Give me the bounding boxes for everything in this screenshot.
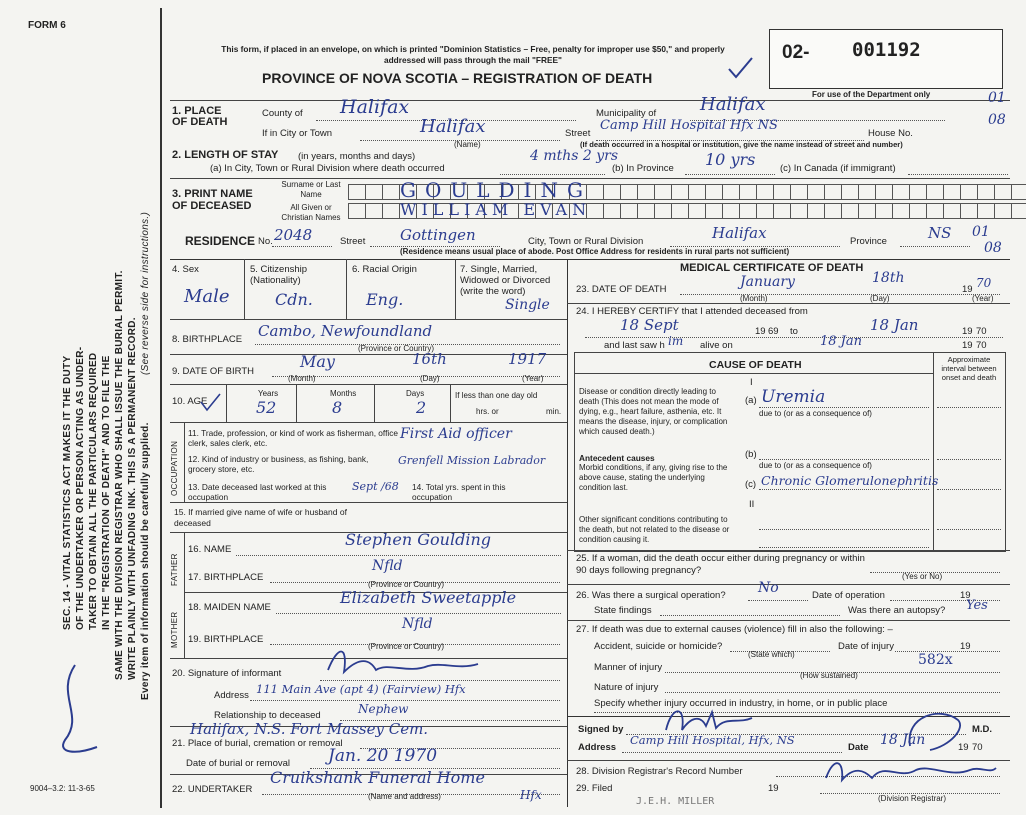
other-line-2 <box>759 547 929 548</box>
sex-value: Male <box>184 286 230 307</box>
relationship-value: Nephew <box>358 702 409 716</box>
racial-label: 6. Racial Origin <box>352 264 417 275</box>
cause-a-value: Uremia <box>761 387 826 407</box>
res-province-value: NS <box>928 224 952 242</box>
signed-by-label: Signed by <box>578 724 624 735</box>
code-4: 08 <box>984 240 1002 256</box>
stamp-text: J.E.H. MILLER <box>636 796 715 807</box>
op-year-prefix: 19 <box>960 590 971 601</box>
surgical-line <box>748 600 808 601</box>
rule <box>170 259 1010 260</box>
racial-value: Eng. <box>366 290 404 309</box>
city-value: Halifax <box>420 116 486 137</box>
certify-from-value: 18 Sept <box>620 316 679 334</box>
res-no-line <box>272 246 332 247</box>
autopsy-label: Was there an autopsy? <box>848 605 946 616</box>
street-value: Camp Hill Hospital Hfx NS <box>600 118 778 133</box>
date-death-label: 23. DATE OF DEATH <box>576 284 667 295</box>
cause-a-line <box>759 407 929 408</box>
other-line-1 <box>759 529 929 530</box>
cause-b-line <box>759 459 929 460</box>
rule <box>455 259 456 319</box>
header-note: This form, if placed in an envelope, on which is printed "Dominion Statistics – Free, penalty for improper use $50," and properly addressed will pass through the mail "FREE" <box>221 44 725 65</box>
rule <box>184 422 185 502</box>
father-bp-value: Nfld <box>372 558 403 574</box>
code-1: 01 <box>988 90 1006 106</box>
reg-prefix: 02- <box>782 42 810 63</box>
alive-year: 70 <box>976 340 987 351</box>
res-no-label: No. <box>258 236 273 247</box>
sidebar-line-3: TAKER TO OBTAIN ALL THE PARTICULARS REQUIRED <box>88 352 99 630</box>
medical-certificate-title: MEDICAL CERTIFICATE OF DEATH <box>680 262 864 274</box>
res-street-label: Street <box>340 236 366 247</box>
cause-c-line <box>759 489 929 490</box>
manner-label: Manner of injury <box>594 662 663 673</box>
min-label: min. <box>546 407 562 416</box>
med-year-prefix: 19 <box>958 742 969 753</box>
undertaker-note: (Name and address) <box>368 792 441 801</box>
last-worked-value: Sept /68 <box>352 480 399 493</box>
father-name-line <box>236 555 561 556</box>
reg-number: 001192 <box>852 39 921 61</box>
certify-line <box>585 337 1003 338</box>
sidebar-line-1: SEC. 14 - VITAL STATISTICS ACT MAKES IT THE DUTY <box>62 355 73 630</box>
res-note: (Residence means usual place of abode. Post Office Address for residents in rural parts not sufficient) <box>400 247 790 256</box>
rule <box>244 259 245 319</box>
alive-year-prefix: 19 <box>962 340 973 351</box>
less-than-day-label: If less than one day old <box>455 391 538 400</box>
death-year-value: 70 <box>976 276 992 290</box>
dob-day-note: (Day) <box>420 374 440 383</box>
print-code: 9004–3.2: 11-3-65 <box>30 784 95 793</box>
sex-label: 4. Sex <box>172 264 199 275</box>
certify-label: 24. I HEREBY CERTIFY that I attended deceased from <box>576 306 808 317</box>
rule <box>184 532 185 658</box>
days-label: Days <box>406 389 425 398</box>
street-label: Street <box>565 128 591 139</box>
surname-value: GOULDING <box>400 178 592 202</box>
res-no-value: 2048 <box>274 226 313 244</box>
rule <box>567 620 1010 621</box>
total-years-label: 14. Total yrs. spent in this occupation <box>412 482 506 502</box>
surgical-value: No <box>758 580 779 596</box>
rule <box>170 422 567 423</box>
age-check-icon <box>198 392 224 414</box>
mother-maiden-label: 18. MAIDEN NAME <box>188 602 271 613</box>
res-street-value: Gottingen <box>400 226 476 244</box>
given-label: All Given or Christian Names <box>281 203 341 222</box>
dept-only: For use of the Department only <box>812 90 931 99</box>
cause-b-label: (b) <box>745 449 757 460</box>
date-burial-label: Date of burial or removal <box>186 758 291 769</box>
div-registrar-note: (Division Registrar) <box>878 794 947 803</box>
state-which-note: (State which) <box>748 650 795 659</box>
mother-maiden-line <box>276 613 561 614</box>
res-province-line <box>900 246 970 247</box>
left-border <box>160 8 162 808</box>
sidebar-signature <box>45 655 105 765</box>
form-title: PROVINCE OF NOVA SCOTIA – REGISTRATION OF DEATH <box>262 70 653 86</box>
form-number: FORM 6 <box>28 20 66 31</box>
certify-to-year: 70 <box>976 326 987 337</box>
med-address-label: Address <box>578 742 617 753</box>
rule <box>575 373 933 374</box>
certify-to-label: to <box>790 326 798 337</box>
undertaker-value-2: Hfx <box>520 788 542 802</box>
mother-bp-value: Nfld <box>402 616 433 632</box>
date-op-label: Date of operation <box>812 590 885 601</box>
violence-label: 27. If death was due to external causes (violence) fill in also the following: – <box>576 624 893 635</box>
center-divider <box>567 259 568 807</box>
father-label: FATHER <box>170 553 179 586</box>
injury-year-prefix: 19 <box>960 641 971 652</box>
informant-address-value: 111 Main Ave (apt 4) (Fairview) Hfx <box>256 682 466 696</box>
rule <box>567 303 1010 304</box>
roman-two: II <box>749 499 755 510</box>
mother-maiden-value: Elizabeth Sweetapple <box>340 588 517 607</box>
informant-label: 20. Signature of informant <box>172 668 282 679</box>
father-bp-label: 17. BIRTHPLACE <box>188 572 264 583</box>
sidebar-line-4: IN THE "REGISTRATION OF DEATH" AND TO FILE THE <box>101 355 112 630</box>
residence-label: RESIDENCE <box>185 234 256 248</box>
municipality-value: Halifax <box>700 94 766 115</box>
woman-label: 25. If a woman, did the death occur either during pregnancy or within 90 days following pregnancy? <box>576 553 865 576</box>
father-bp-note: (Province or Country) <box>368 580 445 589</box>
cause-c-label: (c) <box>745 479 757 490</box>
check-mark-icon <box>726 55 756 81</box>
code-2: 08 <box>988 112 1006 128</box>
cause-of-death-box <box>574 352 1006 552</box>
mother-bp-note: (Province or Country) <box>368 642 445 651</box>
number-582: 582x <box>918 652 953 668</box>
los-b-value: 10 yrs <box>705 150 756 169</box>
filed-label: 29. Filed <box>576 783 613 794</box>
age-label: 10. AGE <box>172 396 208 407</box>
date-death-line <box>680 294 1000 295</box>
los-a-value: 4 mths 2 yrs <box>530 148 619 164</box>
registrar-initials-mark <box>900 706 970 756</box>
last-worked-label: 13. Date deceased last worked at this occupation <box>188 482 327 502</box>
sidebar-line-2: OF THE UNDERTAKER OR PERSON ACTING AS UNDER- <box>75 346 86 630</box>
years-label: Years <box>258 389 279 398</box>
med-address-line <box>622 752 842 753</box>
industry-value: Grenfell Mission Labrador <box>398 454 546 467</box>
interval-label: Approximate interval between onset and death <box>941 355 997 382</box>
dob-month-value: May <box>300 352 335 371</box>
cause-c-interval-line <box>937 489 1001 490</box>
rule <box>567 550 1010 551</box>
burial-date-value: Jan. 20 1970 <box>328 746 438 766</box>
alive-date-value: 18 Jan <box>820 334 863 349</box>
certify-to-year-prefix: 19 <box>962 326 973 337</box>
antecedent-label: Antecedent causes <box>579 453 655 463</box>
death-month-value: January <box>740 274 795 290</box>
certify-from-year: 69 <box>768 326 779 337</box>
alive-on-label: alive on <box>700 340 733 351</box>
accident-label: Accident, suicide or homicide? <box>594 641 723 652</box>
record-no-label: 28. Division Registrar's Record Number <box>576 766 743 777</box>
informant-address-label: Address <box>214 690 249 701</box>
specify-label: Specify whether injury occurred in industry, in home, or in public place <box>594 698 888 709</box>
certify-to-value: 18 Jan <box>870 316 919 334</box>
rule <box>170 319 567 320</box>
cause-title: CAUSE OF DEATH <box>709 359 802 371</box>
antecedent-note: Morbid conditions, if any, giving rise to the above cause, stating the underlying condition last. <box>579 463 728 492</box>
birthplace-value: Cambo, Newfoundland <box>258 322 433 340</box>
print-name-label: 3. PRINT NAME OF DECEASED <box>172 188 253 212</box>
due-to-a: due to (or as a consequence of) <box>759 409 872 418</box>
rule <box>374 384 375 422</box>
registration-number-box <box>769 29 1003 89</box>
disease-label: Disease or condition directly leading to death (This does not mean the mode of dying, e.g., heart failure, asthenia, etc. It means the disease, injury, or complication which caused death.) <box>579 387 728 436</box>
dob-year-value: 1917 <box>508 350 547 368</box>
last-saw-label: and last saw h <box>604 340 665 351</box>
med-year: 70 <box>972 742 983 753</box>
marital-value: Single <box>505 297 550 313</box>
length-of-stay-label: 2. LENGTH OF STAY <box>172 149 279 161</box>
los-b-line <box>685 174 775 175</box>
death-year-prefix: 19 <box>962 284 973 295</box>
los-b-label: (b) In Province <box>612 163 674 174</box>
mother-label: MOTHER <box>170 611 179 648</box>
rule <box>346 259 347 319</box>
med-date-label: Date <box>848 742 869 753</box>
trade-label: 11. Trade, profession, or kind of work as fisherman, office clerk, sales clerk, etc. <box>188 428 398 448</box>
rule <box>296 384 297 422</box>
hospital-note: (If death occurred in a hospital or institution, give the name instead of street and number) <box>580 140 903 149</box>
md-label: M.D. <box>972 724 993 735</box>
los-c-label: (c) In Canada (if immigrant) <box>780 163 896 174</box>
last-saw-pronoun: im <box>668 334 684 348</box>
death-day-note: (Day) <box>870 294 890 303</box>
rule <box>226 384 227 422</box>
undertaker-label: 22. UNDERTAKER <box>172 784 253 795</box>
los-units: (in years, months and days) <box>298 151 416 162</box>
dob-day-value: 16th <box>412 350 447 368</box>
death-month-note: (Month) <box>740 294 768 303</box>
relationship-label: Relationship to deceased <box>214 710 321 721</box>
cause-b-interval-line <box>937 459 1001 460</box>
state-findings-line <box>660 615 840 616</box>
death-year-note: (Year) <box>972 294 994 303</box>
trade-value: First Aid officer <box>400 426 512 442</box>
death-day-value: 18th <box>872 270 905 286</box>
industry-label: 12. Kind of industry or business, as fishing, bank, grocery store, etc. <box>188 454 369 474</box>
division-registrar-signature <box>820 752 1000 788</box>
dob-label: 9. DATE OF BIRTH <box>172 366 254 377</box>
res-city-label: City, Town or Rural Division <box>528 236 644 247</box>
birthplace-label: 8. BIRTHPLACE <box>172 334 243 345</box>
mother-bp-label: 19. BIRTHPLACE <box>188 634 264 645</box>
nature-label: Nature of injury <box>594 682 659 693</box>
sidebar-line-5: SAME WITH THE DIVISION REGISTRAR WHO SHALL ISSUE THE BURIAL PERMIT. <box>114 270 125 680</box>
cause-a-label: (a) <box>745 395 757 406</box>
surname-label: Surname or Last Name <box>281 180 341 199</box>
certify-from-year-prefix: 19 <box>755 326 766 337</box>
municipality-label: Municipality of <box>596 108 657 119</box>
los-a-label: (a) In City, Town or Rural Division where death occurred <box>210 163 445 174</box>
father-name-value: Stephen Goulding <box>345 530 492 549</box>
rule <box>450 384 451 422</box>
city-label: If in City or Town <box>262 128 333 139</box>
place-of-death-label: 1. PLACE OF DEATH <box>172 105 228 128</box>
dob-year-note: (Year) <box>522 374 544 383</box>
rule <box>933 353 934 551</box>
marital-label: 7. Single, Married, Widowed or Divorced (write the word) <box>460 264 551 297</box>
sidebar-line-7: Every item of information should be carefully supplied. <box>140 422 151 700</box>
wife-label: 15. If married give name of wife or husband of deceased <box>174 507 347 528</box>
los-c-line <box>908 174 1008 175</box>
citizenship-value: Cdn. <box>275 290 313 309</box>
res-province-label: Province <box>850 236 887 247</box>
rule <box>170 384 567 385</box>
due-to-b: due to (or as a consequence of) <box>759 461 872 470</box>
dob-month-note: (Month) <box>288 374 316 383</box>
county-value: Halifax <box>340 96 410 118</box>
filed-year-prefix: 19 <box>768 783 779 794</box>
res-city-value: Halifax <box>712 224 767 242</box>
age-months-value: 8 <box>332 398 343 417</box>
code-3: 01 <box>972 224 990 240</box>
city-name-note: (Name) <box>454 140 481 149</box>
months-label: Months <box>330 389 357 398</box>
cause-c-value: Chronic Glomerulonephritis <box>761 473 939 488</box>
date-injury-label: Date of injury <box>838 641 894 652</box>
los-a-line <box>500 174 605 175</box>
roman-one: I <box>750 377 753 388</box>
birthplace-note: (Province or Country) <box>358 344 435 353</box>
burial-label: 21. Place of burial, cremation or removal <box>172 738 343 749</box>
how-sustained-note: (How sustained) <box>800 671 858 680</box>
given-value: WILLIAM EVAN <box>400 200 592 219</box>
autopsy-value: Yes <box>966 598 988 613</box>
age-years-value: 52 <box>256 398 277 417</box>
med-date-value: 18 Jan <box>880 732 926 748</box>
rule <box>170 100 1010 101</box>
occupation-label: OCCUPATION <box>170 440 179 496</box>
other-interval-line <box>937 529 1001 530</box>
informant-line <box>320 680 560 681</box>
sidebar <box>0 0 160 815</box>
burial-place-value: Halifax, N.S. Fort Massey Cem. <box>190 720 429 738</box>
father-name-label: 16. NAME <box>188 544 232 555</box>
house-no-label: House No. <box>868 128 913 139</box>
rule <box>567 584 1010 585</box>
sidebar-line-8: (See reverse side for instructions.) <box>140 211 151 375</box>
state-findings-label: State findings <box>594 605 652 616</box>
other-label: Other significant conditions contributing to the death, but not related to the disease or condition causing it. <box>579 515 730 544</box>
county-label: County of <box>262 108 303 119</box>
hrs-or-label: hrs. or <box>476 407 499 416</box>
informant-address-line <box>250 700 560 701</box>
yes-no-note: (Yes or No) <box>902 572 943 581</box>
sidebar-line-6: WRITE PLAINLY WITH UNFADING INK. THIS IS A PERMANENT RECORD. <box>127 317 138 680</box>
rule <box>170 502 567 503</box>
undertaker-value: Cruikshank Funeral Home <box>270 768 485 787</box>
cause-a-interval-line <box>937 407 1001 408</box>
age-days-value: 2 <box>416 398 427 417</box>
citizenship-label: 5. Citizenship (Nationality) <box>250 264 308 286</box>
med-address-value: Camp Hill Hospital, Hfx, NS <box>630 733 795 747</box>
nature-line <box>665 692 1000 693</box>
surgical-label: 26. Was there a surgical operation? <box>576 590 726 601</box>
